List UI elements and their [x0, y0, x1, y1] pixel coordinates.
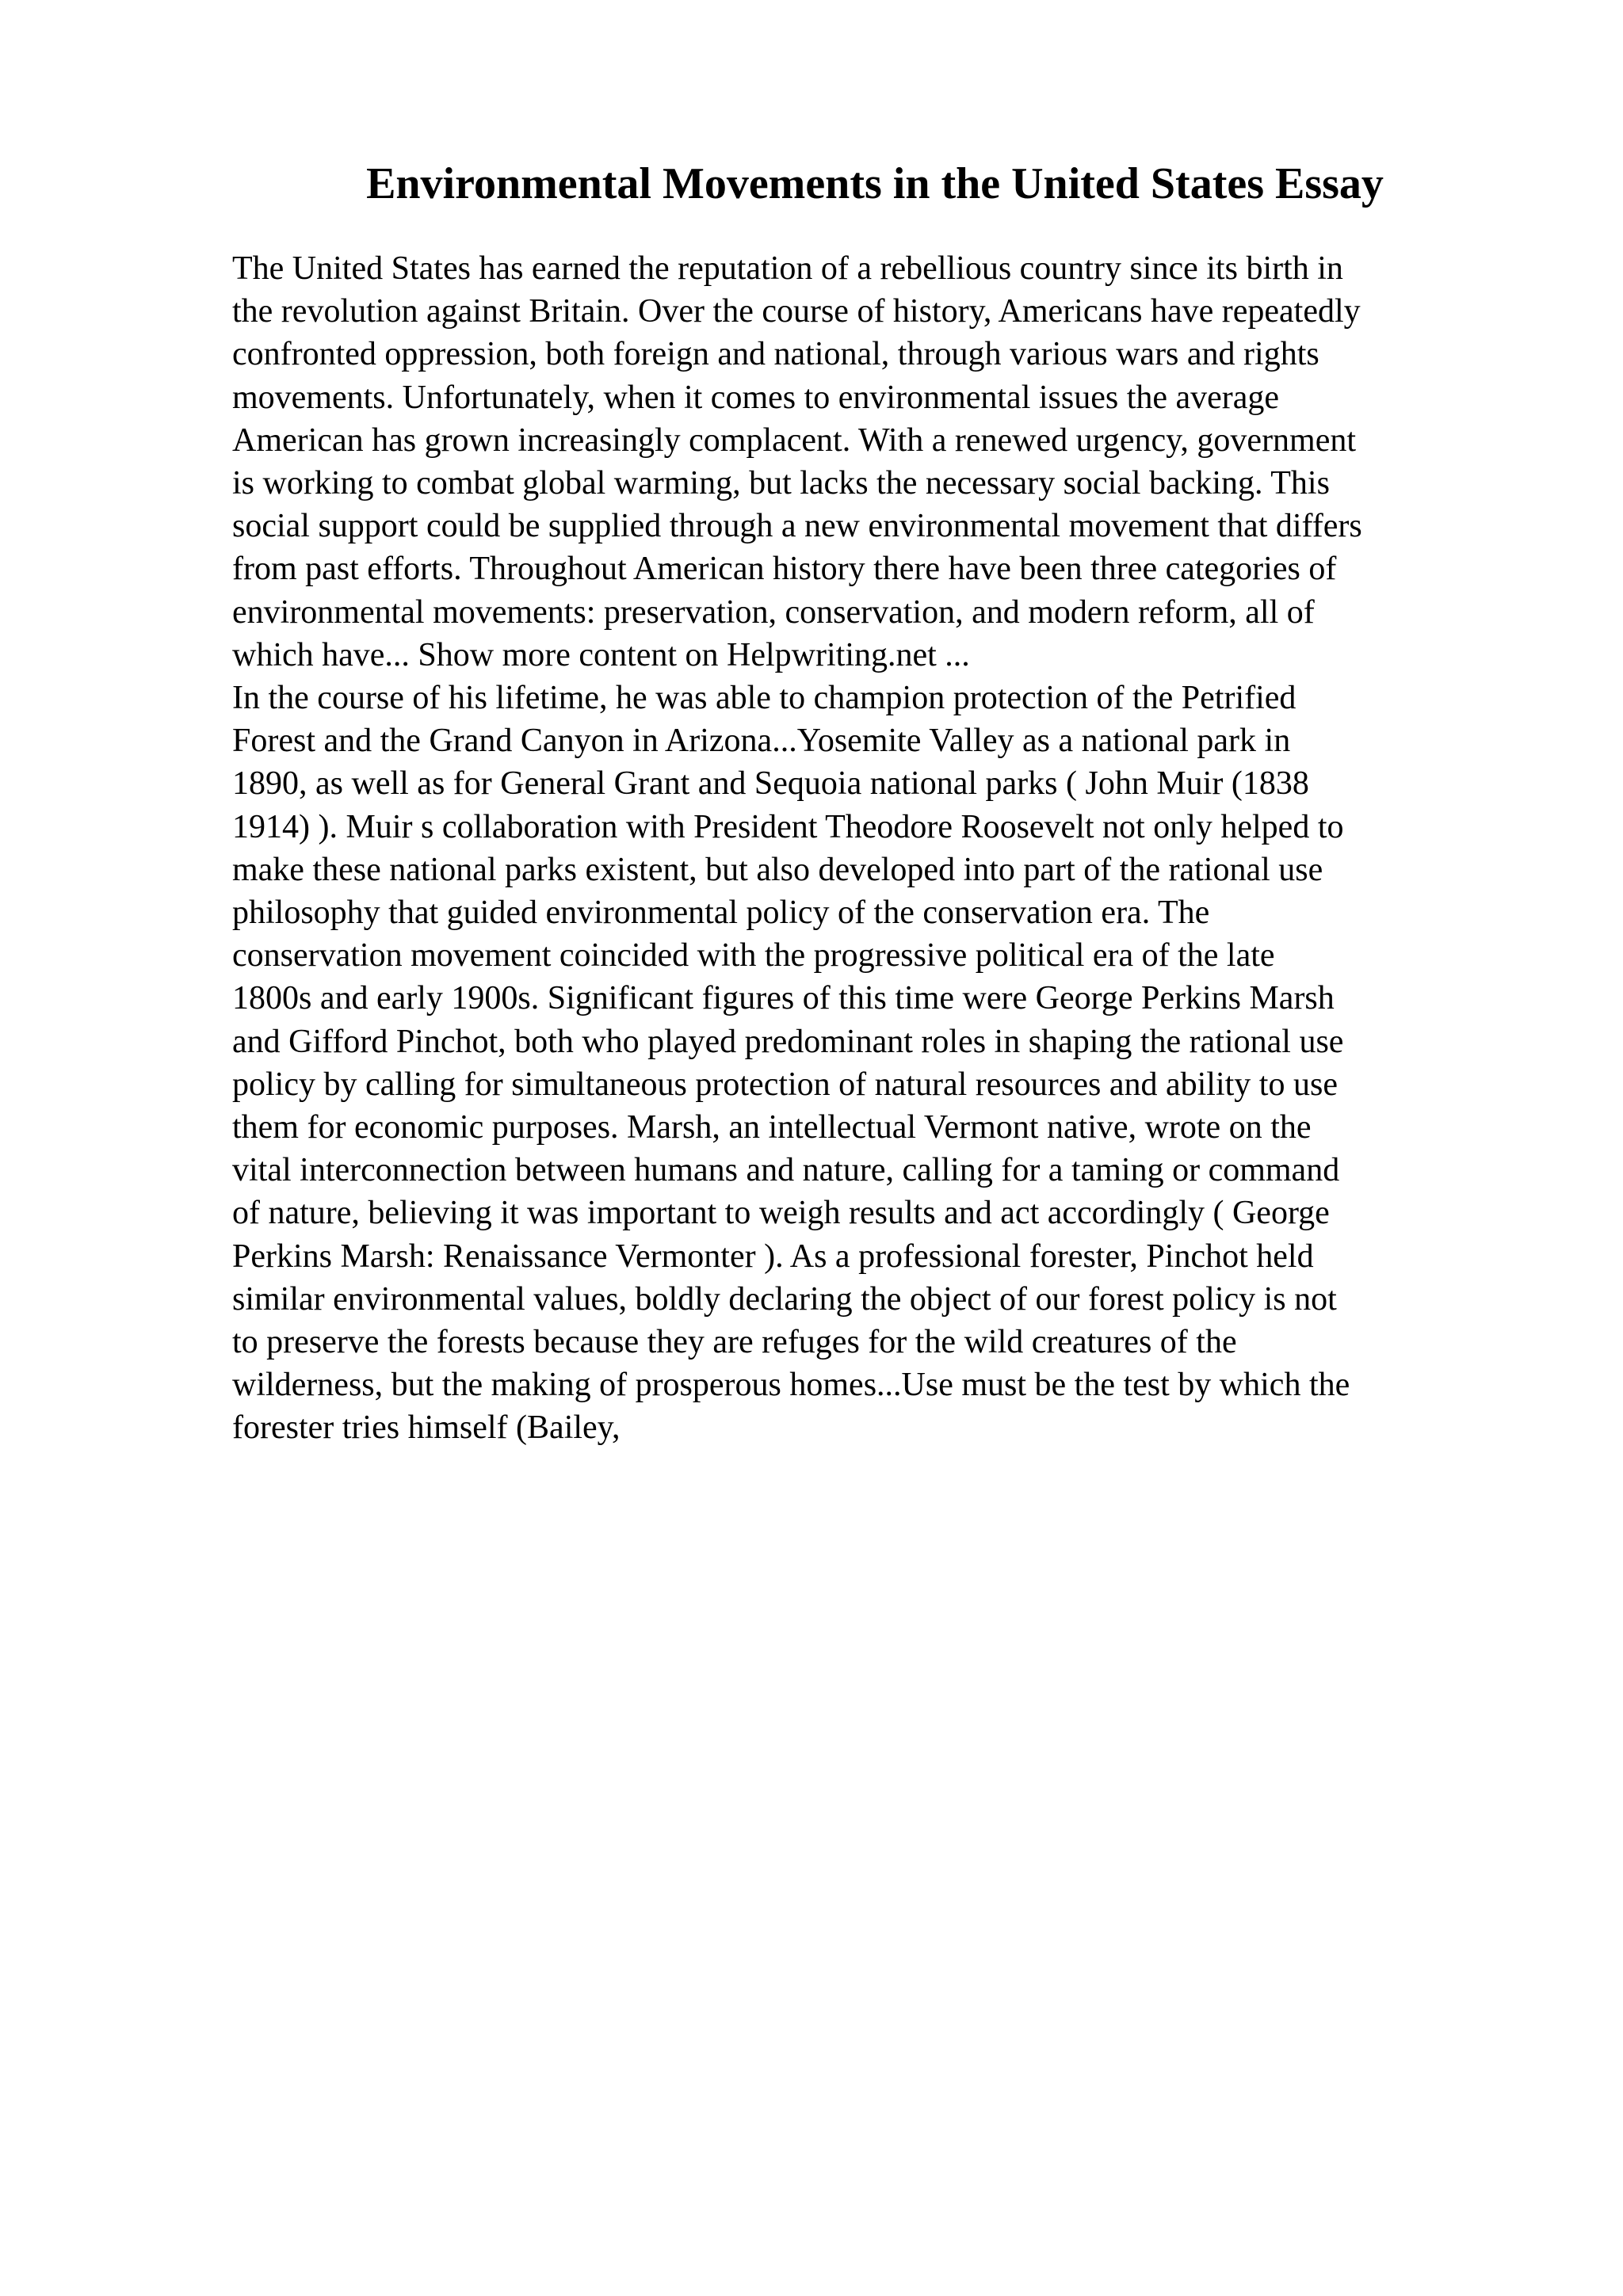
text-line: forester tries himself (Bailey, — [232, 1409, 621, 1447]
text-line: the revolution against Britain. Over the course of history, Americans have repeatedly — [232, 293, 1361, 330]
text-line: Perkins Marsh: Renaissance Vermonter ). As a professional forester, Pinchot held — [232, 1238, 1314, 1275]
text-line: vital interconnection between humans and nature, calling for a taming or command — [232, 1152, 1340, 1189]
text-line: is working to combat global warming, but lacks the necessary social backing. This — [232, 465, 1330, 502]
text-line: which have... Show more content on Helpwriting.net ... — [232, 636, 970, 673]
text-line: movements. Unfortunately, when it comes to environmental issues the average — [232, 379, 1280, 416]
text-line: wilderness, but the making of prosperous homes...Use must be the test by which the — [232, 1367, 1350, 1404]
document-title: Environmental Movements in the United States Essay — [366, 159, 1384, 208]
text-line: confronted oppression, both foreign and national, through various wars and rights — [232, 336, 1319, 373]
text-line: The United States has earned the reputation of a rebellious country since its birth in — [232, 250, 1343, 287]
text-line: them for economic purposes. Marsh, an intellectual Vermont native, wrote on the — [232, 1109, 1312, 1146]
paragraph-1 — [232, 247, 1500, 677]
text-line: 1914) ). Muir s collaboration with President Theodore Roosevelt not only helped to — [232, 808, 1344, 845]
text-line: American has grown increasingly complacent. With a renewed urgency, government — [232, 421, 1357, 459]
text-line: environmental movements: preservation, conservation, and modern reform, all of — [232, 593, 1315, 631]
text-line: policy by calling for simultaneous protection of natural resources and ability to use — [232, 1066, 1338, 1103]
paragraph-2 — [232, 677, 1500, 1450]
text-line: Forest and the Grand Canyon in Arizona...Yosemite Valley as a national park in — [232, 723, 1291, 760]
text-line: conservation movement coincided with the progressive political era of the late — [232, 937, 1275, 974]
text-line: from past efforts. Throughout American history there have been three categories of — [232, 551, 1337, 588]
text-line: to preserve the forests because they are refuges for the wild creatures of the — [232, 1324, 1237, 1361]
text-line: make these national parks existent, but also developed into part of the rational use — [232, 851, 1323, 888]
text-line: of nature, believing it was important to weigh results and act accordingly ( George — [232, 1195, 1330, 1232]
text-line: and Gifford Pinchot, both who played predominant roles in shaping the rational use — [232, 1023, 1344, 1060]
essay-body — [232, 247, 1500, 1450]
text-line: In the course of his lifetime, he was able to champion protection of the Petrified — [232, 680, 1296, 717]
text-line: similar environmental values, boldly declaring the object of our forest policy is not — [232, 1280, 1337, 1318]
text-line: 1890, as well as for General Grant and Sequoia national parks ( John Muir (1838 — [232, 765, 1309, 803]
text-line: philosophy that guided environmental policy of the conservation era. The — [232, 894, 1210, 932]
text-line: 1800s and early 1900s. Significant figures of this time were George Perkins Marsh — [232, 980, 1335, 1017]
text-line: social support could be supplied through a new environmental movement that differs — [232, 508, 1362, 545]
